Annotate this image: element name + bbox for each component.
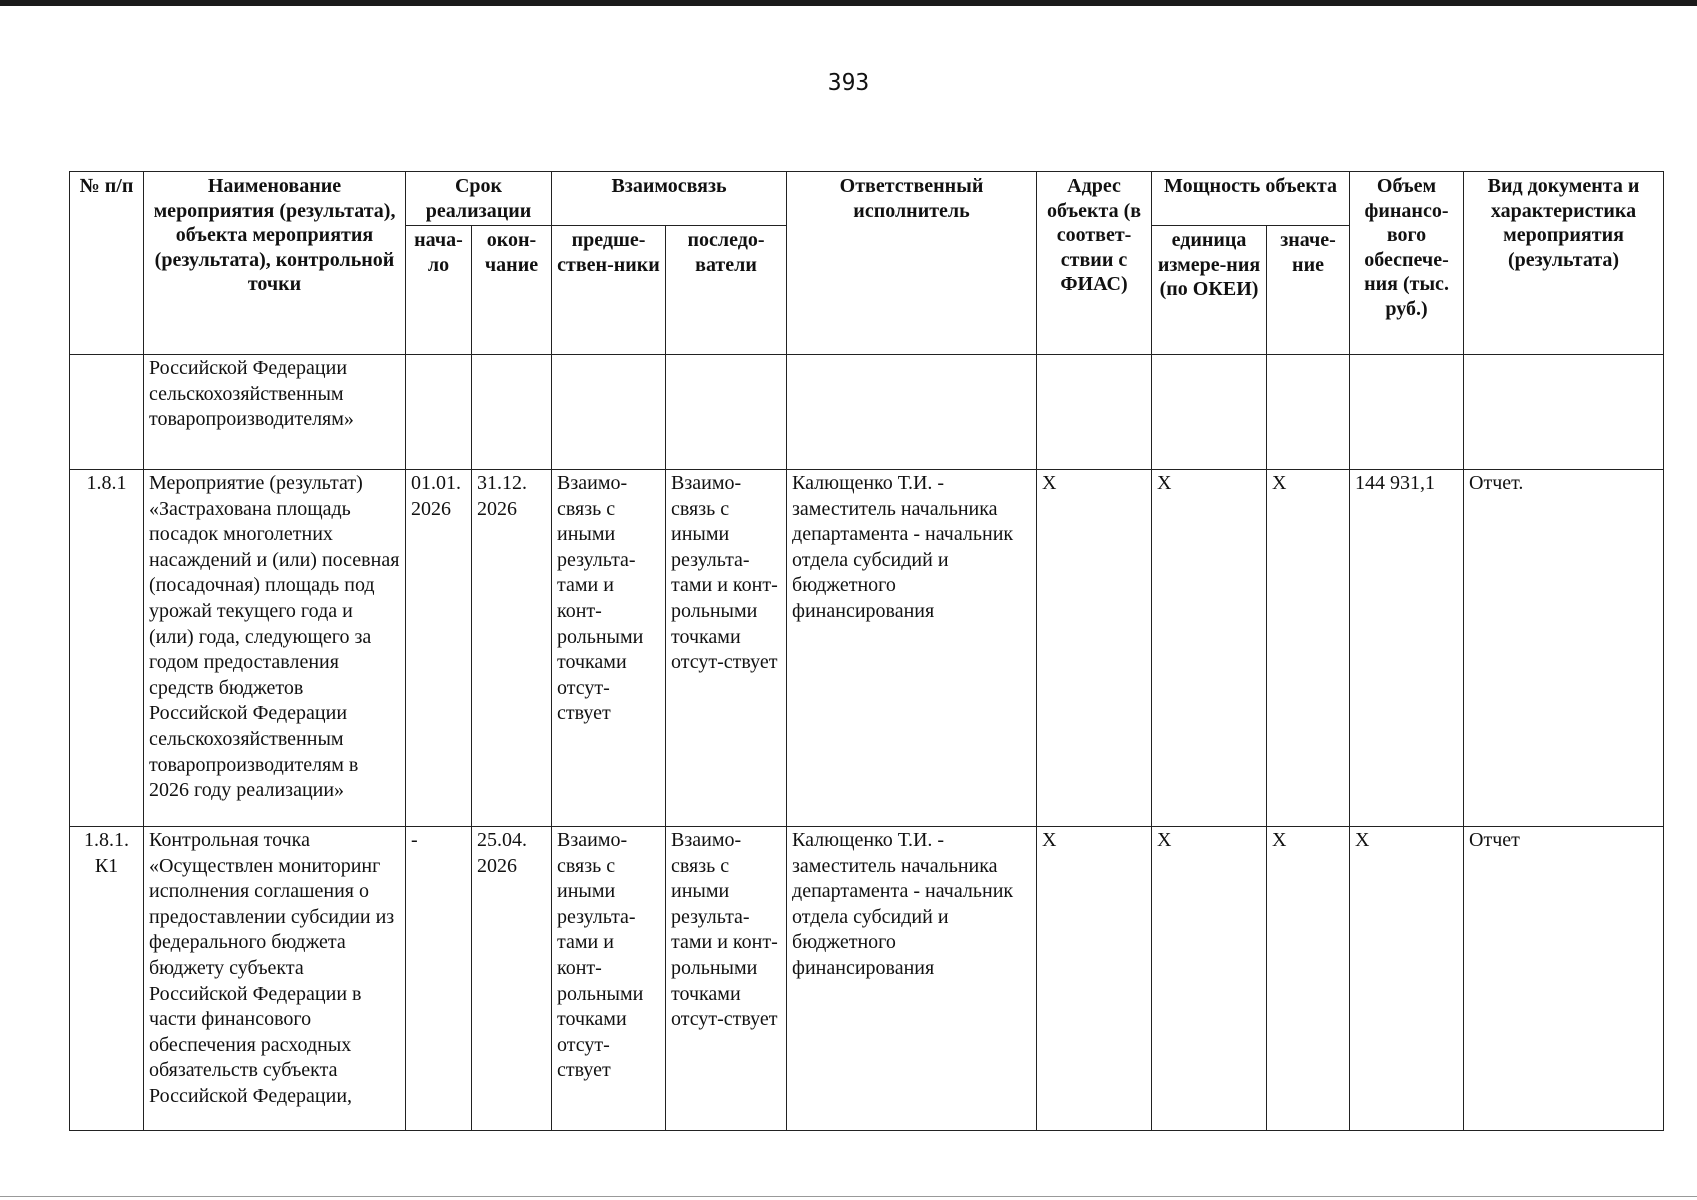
- cell-num: 1.8.1. К1: [70, 827, 144, 1131]
- cell-addr: X: [1037, 827, 1152, 1131]
- header-name: Наименование мероприятия (результата), объекта мероприятия (результата), контрольной точки: [144, 172, 406, 355]
- cell-name: Контрольная точка «Осуществлен мониторинг исполнения соглашения о предоставлении субсидии из федерального бюджета бюджету субъекта Российской Федерации в части финансового обеспечения расходных обязательств субъекта Российской Федерации,: [144, 827, 406, 1131]
- table-header: [70, 172, 1664, 355]
- cell-unit: [1152, 355, 1267, 470]
- plan-table: [69, 171, 1664, 1131]
- cell-resp: [787, 355, 1037, 470]
- cell-name: Российской Федерации сельскохозяйственным товаропроизводителям»: [144, 355, 406, 470]
- header-term: Срок реализации: [406, 172, 552, 226]
- header-link: Взаимосвязь: [552, 172, 787, 226]
- header-num: № п/п: [70, 172, 144, 355]
- cell-num: 1.8.1: [70, 470, 144, 827]
- cell-addr: [1037, 355, 1152, 470]
- cell-name: Мероприятие (результат) «Застрахована площадь посадок многолетних насаждений и (или) посевная (посадочная) площадь под урожай текущего года и (или) года, следующего за годом предоставления средств бюджетов Российской Федерации сельскохозяйственным товаропроизводителям в 2026 году реализации»: [144, 470, 406, 827]
- cell-unit: X: [1152, 470, 1267, 827]
- cell-succ: Взаимо-связь с иными результа-тами и конт-рольными точками отсут-ствует: [666, 470, 787, 827]
- header-term-end: окон-чание: [472, 226, 552, 355]
- header-capacity: Мощность объекта: [1152, 172, 1350, 226]
- header-capacity-unit: единица измере-ния (по ОКЕИ): [1152, 226, 1267, 355]
- cell-doc: Отчет.: [1464, 470, 1664, 827]
- header-link-succ: последо-ватели: [666, 226, 787, 355]
- cell-start: -: [406, 827, 472, 1131]
- cell-start: 01.01. 2026: [406, 470, 472, 827]
- cell-resp: Калющенко Т.И. - заместитель начальника департамента - начальник отдела субсидий и бюджетного финансирования: [787, 827, 1037, 1131]
- cell-value: X: [1267, 470, 1350, 827]
- cell-unit: X: [1152, 827, 1267, 1131]
- top-border: [0, 0, 1697, 6]
- cell-start: [406, 355, 472, 470]
- header-capacity-value: значе-ние: [1267, 226, 1350, 355]
- table-row: [70, 470, 1664, 827]
- table-row: [70, 355, 1664, 470]
- page-number: 393: [827, 70, 870, 96]
- cell-finance: X: [1350, 827, 1464, 1131]
- cell-succ: Взаимо-связь с иными результа-тами и конт-рольными точками отсут-ствует: [666, 827, 787, 1131]
- cell-succ: [666, 355, 787, 470]
- cell-pred: Взаимо-связь с иными результа-тами и конт-рольными точками отсут-ствует: [552, 470, 666, 827]
- cell-value: X: [1267, 827, 1350, 1131]
- cell-value: [1267, 355, 1350, 470]
- table-row: [70, 827, 1664, 1131]
- cell-resp: Калющенко Т.И. - заместитель начальника департамента - начальник отдела субсидий и бюджетного финансирования: [787, 470, 1037, 827]
- cell-finance: [1350, 355, 1464, 470]
- header-address: Адрес объекта (в соответ-ствии с ФИАС): [1037, 172, 1152, 355]
- cell-num: [70, 355, 144, 470]
- cell-end: 25.04. 2026: [472, 827, 552, 1131]
- cell-end: 31.12. 2026: [472, 470, 552, 827]
- header-finance: Объем финансо-вого обеспече-ния (тыс. руб.): [1350, 172, 1464, 355]
- header-responsible: Ответственный исполнитель: [787, 172, 1037, 355]
- cell-pred: Взаимо-связь с иными результа-тами и конт-рольными точками отсут-ствует: [552, 827, 666, 1131]
- bottom-scan-line: [0, 1196, 1697, 1197]
- cell-pred: [552, 355, 666, 470]
- header-link-pred: предше-ствен-ники: [552, 226, 666, 355]
- cell-doc: Отчет: [1464, 827, 1664, 1131]
- cell-doc: [1464, 355, 1664, 470]
- cell-addr: X: [1037, 470, 1152, 827]
- header-term-start: нача-ло: [406, 226, 472, 355]
- header-doc: Вид документа и характеристика мероприятия (результата): [1464, 172, 1664, 355]
- cell-finance: 144 931,1: [1350, 470, 1464, 827]
- cell-end: [472, 355, 552, 470]
